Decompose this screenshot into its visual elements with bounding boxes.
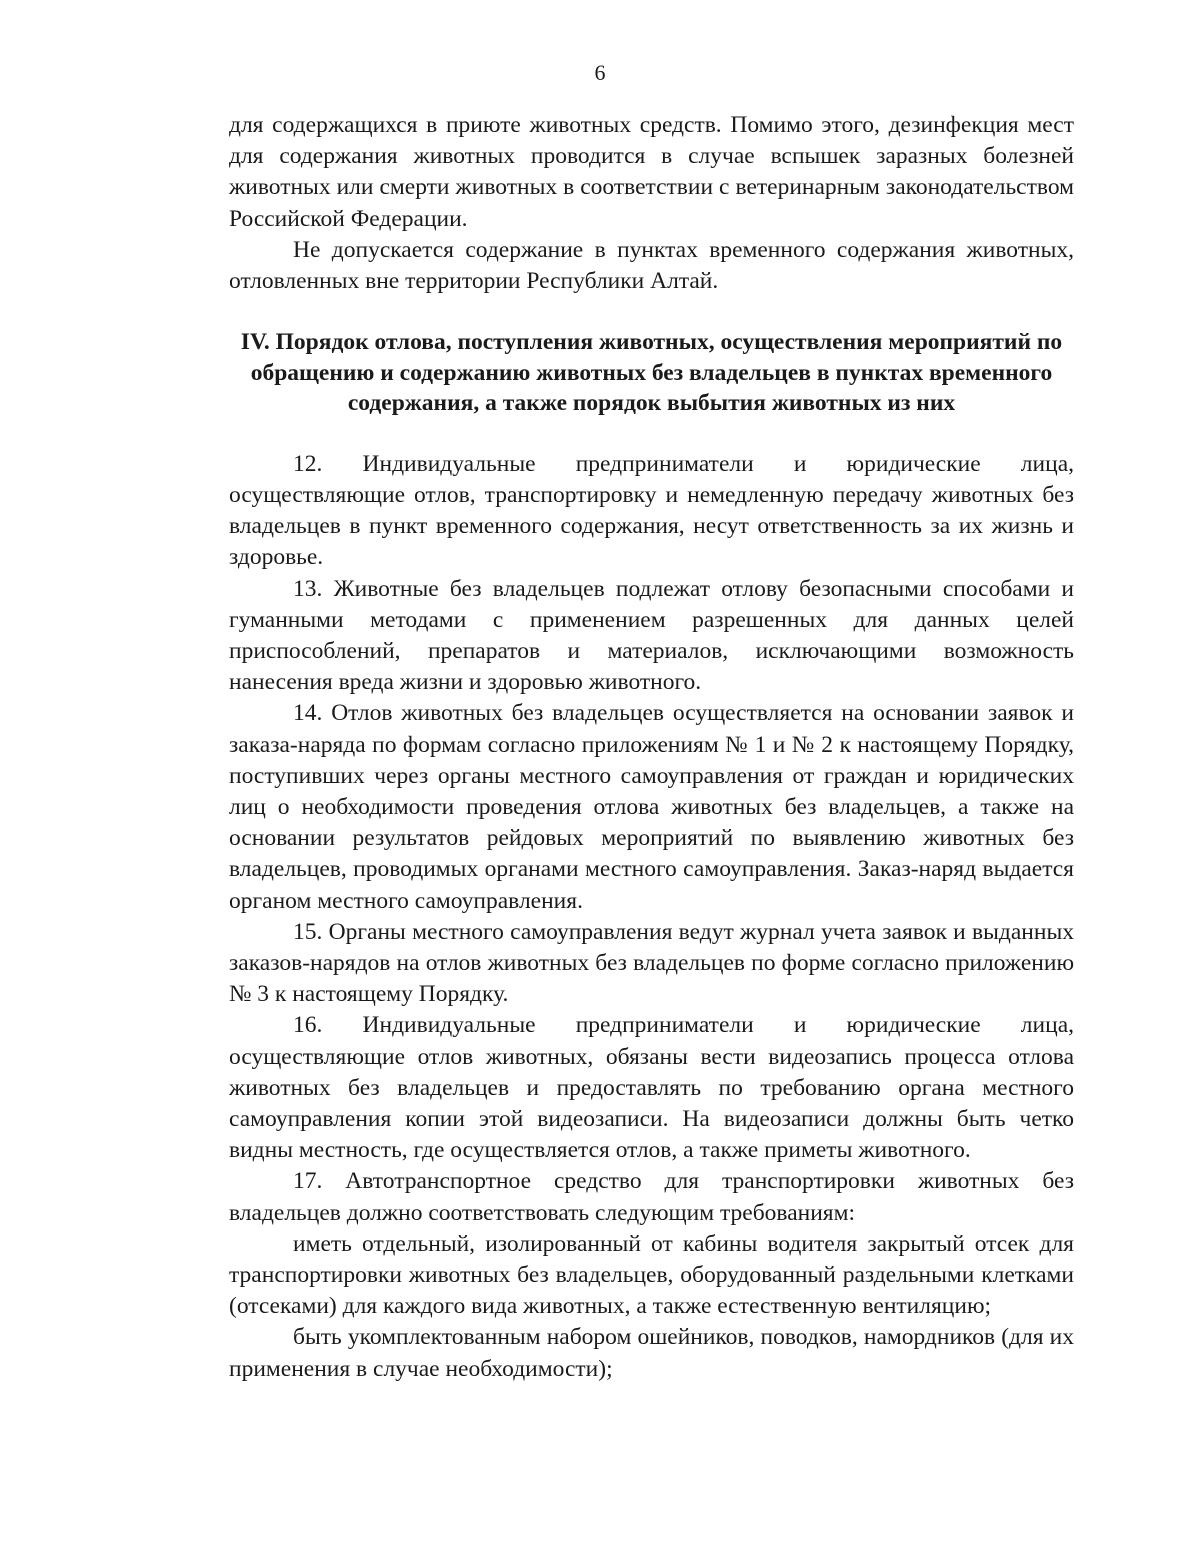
section-heading: IV. Порядок отлова, поступления животных, осуществления мероприятий по обращению и содержанию животных без владельцев в пунктах временного содержания, а также порядок выбытия животных из них — [240, 329, 1063, 417]
paragraph-12: 12. Индивидуальные предприниматели и юридические лица, осуществляющие отлов, транспортировку и немедленную передачу животных без владельцев в пункт временного содержания, несут ответственность за их жизнь и здоровье. — [229, 450, 1074, 571]
paragraph-territory-restriction: Не допускается содержание в пунктах временного содержания животных, отловленных вне территории Республики Алтай. — [229, 236, 1074, 295]
paragraph-14: 14. Отлов животных без владельцев осуществляется на основании заявок и заказа-наряда по формам согласно приложениям № 1 и № 2 к настоящему Порядку, поступивших через органы местного самоуправления от граждан и юридических лиц о необходимости проведения отлова животных без владельцев, а также на основании результатов рейдовых мероприятий по выявлению животных без владельцев, проводимых органами местного самоуправления. Заказ-наряд выдается органом местного самоуправления. — [229, 700, 1074, 914]
paragraph-17-requirement-compartment: иметь отдельный, изолированный от кабины водителя закрытый отсек для транспортировки животных без владельцев, оборудованный раздельными клетками (отсеками) для каждого вида животных, а также естественную вентиляцию; — [229, 1230, 1074, 1320]
page-number: 6 — [594, 60, 606, 85]
paragraph-16: 16. Индивидуальные предприниматели и юридические лица, осуществляющие отлов животных, обязаны вести видеозапись процесса отлова животных без владельцев и предоставлять по требованию органа местного самоуправления копии этой видеозаписи. На видеозаписи должны быть четко видны местность, где осуществляется отлов, а также приметы животного. — [229, 1012, 1074, 1164]
paragraph-17: 17. Автотранспортное средство для транспортировки животных без владельцев должно соответствовать следующим требованиям: — [229, 1168, 1074, 1226]
document-body — [229, 110, 1074, 1385]
paragraph-disinfection: для содержащихся в приюте животных средств. Помимо этого, дезинфекция мест для содержания животных проводится в случае вспышек заразных болезней животных или смерти животных в соответствии с ветеринарным законодательством Российской Федерации. — [229, 112, 1074, 232]
paragraph-13: 13. Животные без владельцев подлежат отлову безопасными способами и гуманными методами с применением разрешенных для данных целей приспособлений, препаратов и материалов, исключающими возможность нанесения вреда жизни и здоровью животного. — [229, 575, 1074, 696]
paragraph-15: 15. Органы местного самоуправления ведут журнал учета заявок и выданных заказов-нарядов на отлов животных без владельцев по форме согласно приложению № 3 к настоящему Порядку. — [229, 918, 1074, 1008]
paragraph-17-requirement-equipment: быть укомплектованным набором ошейников, поводков, намордников (для их применения в случае необходимости); — [229, 1324, 1074, 1382]
